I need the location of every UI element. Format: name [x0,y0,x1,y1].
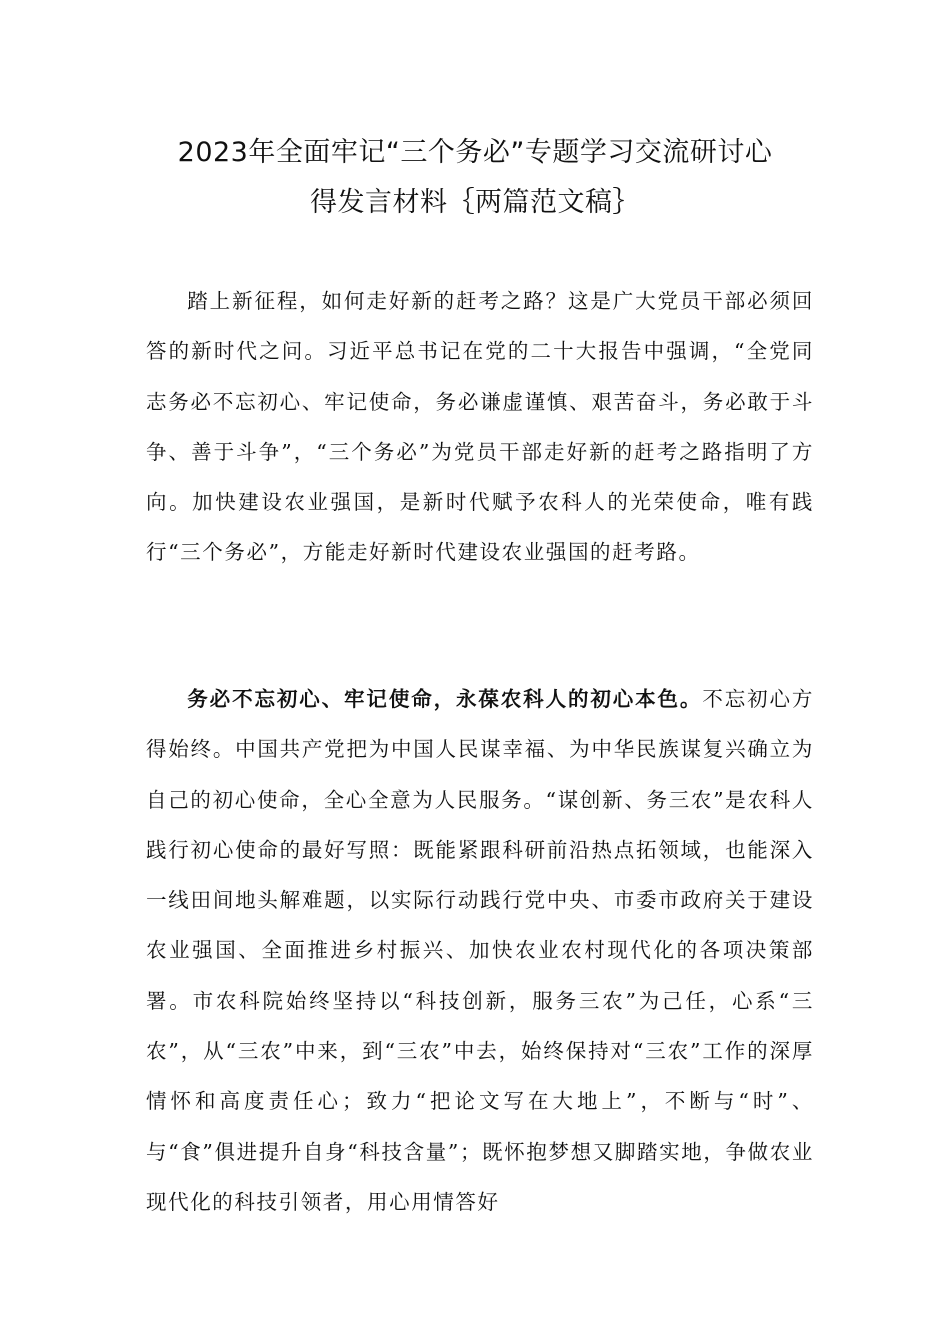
title-line-1: 2023年全面牢记“三个务必”专题学习交流研讨心 [177,137,773,168]
paragraph-intro-text: 踏上新征程，如何走好新的赶考之路？这是广大党员干部必须回答的新时代之问。习近平总书记在党的二十大报告中强调，“全党同志务必不忘初心、牢记使命，务必谦虚谨慎、艰苦奋斗，务必敢于斗争、善于斗争”，“三个务必”为党员干部走好新的赶考之路指明了方向。加快建设农业强国，是新时代赋予农科人的光荣使命，唯有践行“三个务必”，方能走好新时代建设农业强国的赶考路。 [146,289,814,565]
paragraph-section-1 [146,674,814,1227]
section-body-text: 不忘初心方得始终。中国共产党把为中国人民谋幸福、为中华民族谋复兴确立为自己的初心使命，全心全意为人民服务。“谋创新、务三农”是农科人践行初心使命的最好写照：既能紧跟科研前沿热点拓领域，也能深入一线田间地头解难题，以实际行动践行党中央、市委市政府关于建设农业强国、全面推进乡村振兴、加快农业农村现代化的各项决策部署。市农科院始终坚持以“科技创新，服务三农”为己任，心系“三农”，从“三农”中来，到“三农”中去，始终保持对“三农”工作的深厚情怀和高度责任心；致力“把论文写在大地上”，不断与“时”、与“食”俱进提升自身“科技含量”；既怀抱梦想又脚踏实地，争做农业现代化的科技引领者，用心用情答好 [146,687,814,1214]
document-title [120,128,830,228]
paragraph-intro [146,276,814,578]
title-line-2: 得发言材料｛两篇范文稿｝ [310,187,640,218]
section-heading: 务必不忘初心、牢记使命，永葆农科人的初心本色。 [187,687,703,711]
